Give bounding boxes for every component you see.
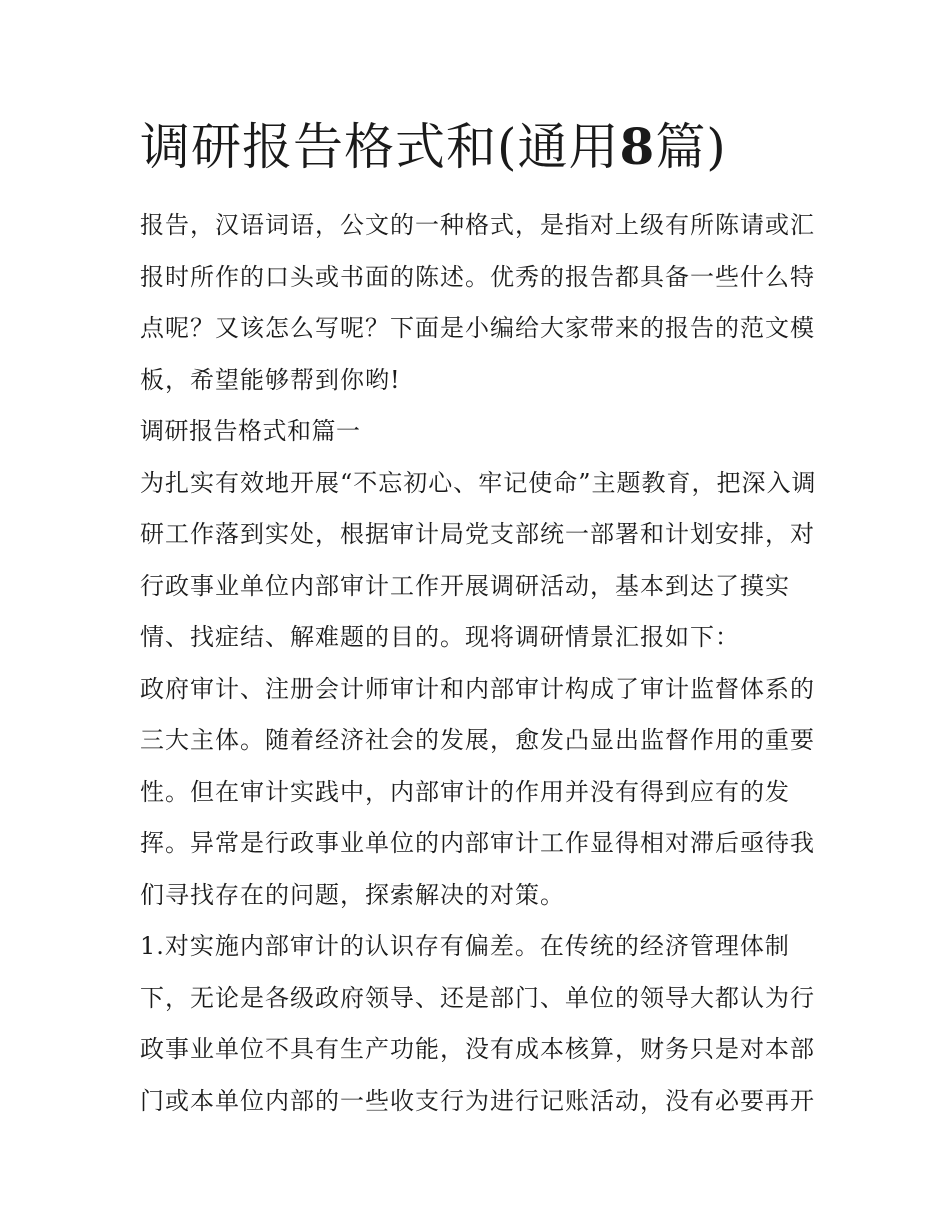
document-body [140, 200, 820, 1127]
title-main: 调研报告格式和(通用 [140, 118, 620, 176]
document-title [140, 112, 820, 188]
body-paragraph: 为扎实有效地开展“不忘初心、牢记使命”主题教育，把深入调研工作落到实处，根据审计局党支部统一部署和计划安排，对行政事业单位内部审计工作开展调研活动，基本到达了摸实情、找症结、解难题的目的。现将调研情景汇报如下： [140, 468, 817, 651]
title-number: 8 [619, 117, 656, 176]
intro-paragraph: 报告，汉语词语，公文的一种格式，是指对上级有所陈请或汇报时所作的口头或书面的陈述。优秀的报告都具备一些什么特点呢？又该怎么写呢？下面是小编给大家带来的报告的范文模板，希望能够帮到你哟! [140, 211, 815, 394]
body-paragraph: 政府审计、注册会计师审计和内部审计构成了审计监督体系的三大主体。随着经济社会的发展，愈发凸显出监督作用的重要性。但在审计实践中，内部审计的作用并没有得到应有的发挥。异常是行政事业单位的内部审计工作显得相对滞后亟待我们寻找存在的问题，探索解决的对策。 [140, 674, 815, 909]
section-heading: 调研报告格式和篇一 [140, 417, 361, 445]
body-paragraph: 1.对实施内部审计的认识存有偏差。在传统的经济管理体制下，无论是各级政府领导、还是部门、单位的领导大都认为行政事业单位不具有生产功能，没有成本核算，财务只是对本部门或本单位内部的一些收支行为进行记账活动，没有必要再开 [140, 932, 815, 1115]
title-end: 篇) [655, 118, 727, 176]
document-page [140, 112, 820, 1127]
